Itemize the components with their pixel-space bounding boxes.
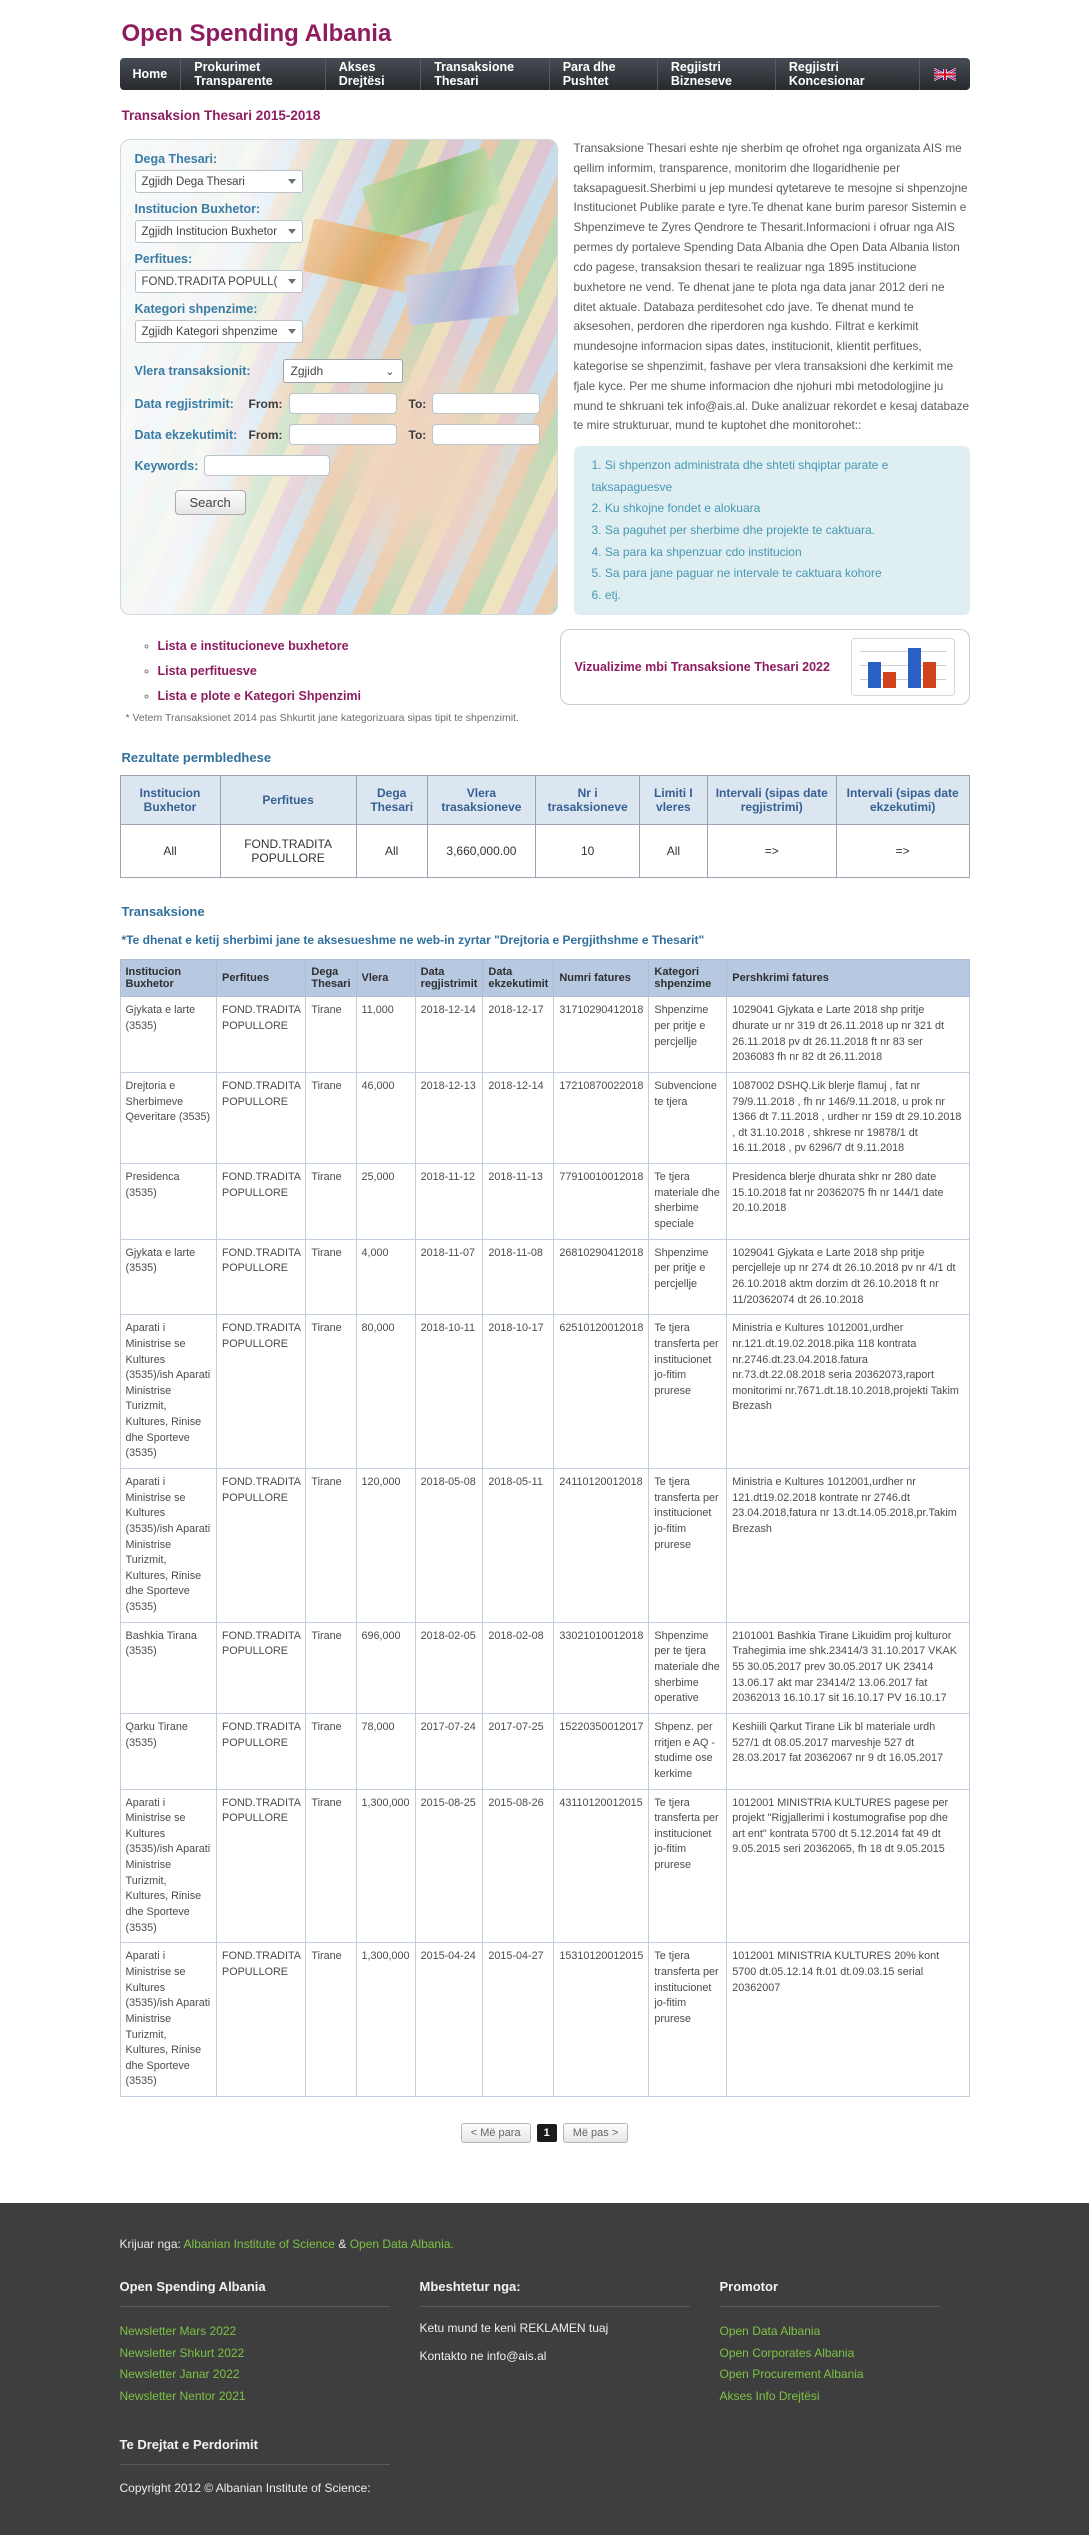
table-row [120,1072,969,1163]
cell-vlera: 4,000 [356,1239,415,1315]
summary-cell: 10 [536,825,640,878]
cell-vlera: 25,000 [356,1164,415,1240]
ais-link[interactable]: Albanian Institute of Science [183,2237,335,2252]
cell-vlera: 80,000 [356,1315,415,1469]
cell-pershkrimi: 1012001 MINISTRIA KULTURES 20% kont 5700 dt.05.12.14 ft.01 dt.09.03.15 serial 20362007 [727,1943,969,2097]
cell-data-regjistrimit: 2018-10-11 [415,1315,483,1469]
cell-institucion: Gjykata e larte (3535) [120,997,217,1073]
cell-numri-fatures: 33021010012018 [554,1622,649,1713]
cell-pershkrimi: Presidenca blerje dhurata shkr nr 280 date 15.10.2018 fat nr 20362075 fh nr 144/1 date 20.10.2018 [727,1164,969,1240]
cell-numri-fatures: 24110120012018 [554,1469,649,1623]
cell-data-ekzekutimit: 2018-11-13 [483,1164,554,1240]
summary-header-cell: Intervali (sipas date ekzekutimi) [836,776,969,825]
cell-dega: Tirane [306,1622,356,1713]
footer-col1-title: Open Spending Albania [120,2279,390,2307]
quick-link[interactable]: Lista e plote e Kategori Shpenzimi [157,689,362,704]
viz-link[interactable]: Vizualizime mbi Transaksione Thesari 2022 [574,660,830,675]
cell-numri-fatures: 15220350012017 [554,1713,649,1789]
cell-kategori: Shpenzime per pritje e percjellje [649,997,727,1073]
oda-link[interactable]: Open Data Albania. [349,2237,454,2252]
monitor-item: 2. Ku shkojne fondet e alokuara [592,498,956,520]
cell-data-regjistrimit: 2018-12-13 [415,1072,483,1163]
cell-institucion: Aparati i Ministrise se Kultures (3535)/ish Aparati Ministrise Turizmit, Kultures, Rinise dhe Sporteve (3535) [120,1469,217,1623]
footer-col-promotor [720,2279,970,2407]
summary-cell: => [707,825,836,878]
transactions-note: *Te dhenat e ketij sherbimi jane te aksesueshme ne web-in zyrtar "Drejtoria e Pergjithshme e Thesarit" [121,933,705,948]
summary-row [120,825,969,878]
cell-institucion: Gjykata e larte (3535) [120,1239,217,1315]
cell-dega: Tirane [306,1713,356,1789]
data-regjistrimit-to-input[interactable] [432,393,540,414]
transactions-header-cell: Numri fatures [554,960,649,997]
page-title: Transaksion Thesari 2015-2018 [121,108,321,123]
promotor-link[interactable]: Akses Info Drejtësi [719,2388,820,2403]
perfitues-label: Perfitues: [134,252,193,266]
cell-perfitues: FOND.TRADITA POPULLORE [217,1469,306,1623]
cell-perfitues: FOND.TRADITA POPULLORE [217,1713,306,1789]
summary-cell: All [120,825,220,878]
nav-item[interactable]: Transaksione Thesari [420,58,549,90]
perfitues-select[interactable]: FOND.TRADITA POPULL( [135,270,303,293]
footer-col-support [420,2279,720,2407]
transactions-title: Transaksione [121,904,205,920]
cell-data-ekzekutimit: 2015-04-27 [483,1943,554,2097]
table-row [120,1239,969,1315]
newsletter-link[interactable]: Newsletter Janar 2022 [119,2367,240,2382]
summary-table [120,775,970,878]
advert-text: Ketu mund te keni REKLAMEN tuaj [419,2321,609,2336]
data-ekzekutimit-to-input[interactable] [432,424,540,445]
current-page[interactable]: 1 [537,2124,557,2142]
pagination [120,2123,970,2143]
cell-institucion: Aparati i Ministrise se Kultures (3535)/ish Aparati Ministrise Turizmit, Kultures, Rinise dhe Sporteve (3535) [120,1943,217,2097]
dega-thesari-label: Dega Thesari: [134,152,218,166]
cell-perfitues: FOND.TRADITA POPULLORE [217,1072,306,1163]
cell-numri-fatures: 15310120012015 [554,1943,649,2097]
cell-kategori: Te tjera transferta per institucionet jo-fitim prurese [649,1789,727,1943]
footer-col-newsletters [120,2279,420,2407]
transactions-header-cell: Perfitues [217,960,306,997]
monitor-item: 3. Sa paguhet per sherbime dhe projekte te caktuara. [592,520,956,542]
nav-items [120,58,905,90]
cell-pershkrimi: Keshiili Qarkut Tirane Lik bl materiale urdh 527/1 dt 08.05.2017 marveshje 527 dt 28.03.2017 fat 20362067 nr 9 dt 16.05.2017 [727,1713,969,1789]
nav-item[interactable]: Regjistri Koncesionar [775,58,905,90]
cell-vlera: 78,000 [356,1713,415,1789]
cell-data-ekzekutimit: 2015-08-26 [483,1789,554,1943]
monitor-item: 5. Sa para jane paguar ne intervale te caktuara kohore [592,563,956,585]
nav-item[interactable]: Para dhe Pushtet [549,58,657,90]
cell-data-regjistrimit: 2018-11-07 [415,1239,483,1315]
data-ekzekutimit-from-input[interactable] [289,424,397,445]
transactions-header-cell: Data regjistrimit [415,960,483,997]
cell-data-ekzekutimit: 2018-10-17 [483,1315,554,1469]
cell-institucion: Aparati i Ministrise se Kultures (3535)/ish Aparati Ministrise Turizmit, Kultures, Rinise dhe Sporteve (3535) [120,1315,217,1469]
summary-cell: All [640,825,707,878]
transactions-header-cell: Data ekzekutimit [483,960,554,997]
cell-perfitues: FOND.TRADITA POPULLORE [217,1315,306,1469]
chevron-down-icon [288,329,296,334]
newsletter-link[interactable]: Newsletter Mars 2022 [119,2324,237,2339]
table-row [120,1943,969,2097]
cell-dega: Tirane [306,1239,356,1315]
copyright: Copyright 2012 © Albanian Institute of Science: [119,2481,371,2496]
cell-pershkrimi: 1029041 Gjykata e Larte 2018 shp pritje percjelleje up nr 274 dt 26.10.2018 pv nr 4/1 dt 26.10.2018 aktm dorzim dt 26.10.2018 ft nr 11/20362074 dt 26.10.2018 [727,1239,969,1315]
chevron-down-icon: ⌄ [385,365,395,378]
transactions-header-cell: Kategori shpenzime [649,960,727,997]
summary-cell: All [356,825,427,878]
intro-paragraph: Transaksione Thesari eshte nje sherbim qe ofrohet nga organizata AIS me qellim informim, transparence, monitorim dhe llogaridhenie per taksapaguesit.Sherbimi u jep mundesi qytetareve te mesojne si shpenzojne Institucionet Publike parate e tyre.Te dhenat kane burim paresor Sistemin e Shpenzimeve te Zyres Qendrore te Thesarit.Informacioni i ofruar nga AIS permes dy portaleve Spending Data Albania dhe Open Data Albania liston cdo pagese, transaksion thesari te realizuar nga 1895 institucione buxhetore ne vend. Te dhenat jane te plota nga data janar 2012 deri ne ditet aktuale. Databaza perditesohet cdo jave. Te dhenat mund te aksesohen, perdoren dhe riperdoren nga kushdo. Filtrat e kerkimit mundesojne informacion sipas dates, institucionit, klientit perfitues, kategorise se shpenzimit, fashave per vlera transaksioni dhe kerkimit me fjale kyce. Per me shume informacion dhe njohuri mbi metodologjine ju mund te shkruani tek info@ais.al. Duke analizuar rekordet e kesaj databaze te mire strukturuar, mund te kuptohet dhe monitorohet:: [573,141,970,433]
summary-header-cell: Perfitues [220,776,356,825]
cell-pershkrimi: Ministria e Kultures 1012001,urdher nr 121.dt19.02.2018 kontrate nr 2746.dt 23.04.2018,fatura nr 13.dt.14.05.2018,pr.Takim Brezash [727,1469,969,1623]
newsletter-link[interactable]: Newsletter Shkurt 2022 [119,2345,245,2360]
page-container [120,0,970,2143]
cell-dega: Tirane [306,1164,356,1240]
cell-institucion: Qarku Tirane (3535) [120,1713,217,1789]
summary-header-cell: Vlera trasaksioneve [427,776,535,825]
uk-flag-icon [934,68,956,81]
monitor-item: 4. Sa para ka shpenzuar cdo institucion [592,542,956,564]
cell-numri-fatures: 31710290412018 [554,997,649,1073]
cell-data-ekzekutimit: 2018-02-08 [483,1622,554,1713]
from-label: From: [248,396,283,411]
transactions-header-cell: Pershkrimi fatures [727,960,969,997]
links-section [120,629,970,724]
summary-header-cell: Dega Thesari [356,776,427,825]
table-row [120,1164,969,1240]
transactions-header-cell: Vlera [356,960,415,997]
viz-box [560,629,970,705]
footer-col2-title: Mbeshtetur nga: [420,2279,690,2307]
institucion-select[interactable]: Zgjidh Institucion Buxhetor [135,220,303,243]
cell-dega: Tirane [306,1943,356,2097]
cell-kategori: Te tjera transferta per institucionet jo-fitim prurese [649,1315,727,1469]
summary-header-cell: Limiti I vleres [640,776,707,825]
summary-cell: FOND.TRADITA POPULLORE [220,825,356,878]
cell-vlera: 11,000 [356,997,415,1073]
prev-page-button[interactable]: < Më para [461,2123,531,2143]
summary-header-cell: Nr i trasaksioneve [536,776,640,825]
quick-links [120,629,544,724]
cell-perfitues: FOND.TRADITA POPULLORE [217,997,306,1073]
cell-numri-fatures: 77910010012018 [554,1164,649,1240]
cell-dega: Tirane [306,1072,356,1163]
transactions-table [120,959,970,2097]
intro-column [574,139,970,615]
nav-item[interactable]: Prokurimet Transparente [180,58,325,90]
list-item [158,687,544,705]
cell-numri-fatures: 26810290412018 [554,1239,649,1315]
cell-data-regjistrimit: 2015-04-24 [415,1943,483,2097]
cell-data-regjistrimit: 2017-07-24 [415,1713,483,1789]
cell-kategori: Shpenzime per pritje e percjellje [649,1239,727,1315]
table-row [120,1469,969,1623]
keywords-input[interactable] [204,455,330,476]
bar-chart-icon [851,638,955,696]
data-ekzekutimit-label: Data ekzekutimit: [134,427,238,442]
cell-kategori: Shpenzime per te tjera materiale dhe sherbime operative [649,1622,727,1713]
cell-institucion: Presidenca (3535) [120,1164,217,1240]
newsletter-link[interactable]: Newsletter Nentor 2021 [119,2388,246,2403]
vlera-label: Vlera transaksionit: [134,364,251,378]
promotor-link[interactable]: Open Corporates Albania [719,2345,855,2360]
monitor-item: 1. Si shpenzon administrata dhe shteti shqiptar parate e taksapaguesve [592,455,956,498]
cell-data-regjistrimit: 2018-12-14 [415,997,483,1073]
kategori-select[interactable]: Zgjidh Kategori shpenzime [135,320,303,343]
kategori-label: Kategori shpenzime: [134,302,258,316]
table-row [120,1789,969,1943]
language-switch[interactable] [919,58,970,90]
cell-pershkrimi: 1087002 DSHQ.Lik blerje flamuj , fat nr 79/9.11.2018 , fh nr 146/9.11.2018, u prok nr 1366 dt 7.11.2018 , urdher nr 159 dt 29.10.2018 , dt 31.10.2018 , shkrese nr 19878/1 dt 16.11.2018 , pv 6296/7 dt 9.11.2018 [727,1072,969,1163]
table-row [120,1315,969,1469]
cell-vlera: 120,000 [356,1469,415,1623]
cell-kategori: Shpenz. per rritjen e AQ - studime ose kerkime [649,1713,727,1789]
cell-data-ekzekutimit: 2018-12-14 [483,1072,554,1163]
summary-header-cell: Institucion Buxhetor [120,776,220,825]
main-nav [120,58,970,90]
cell-kategori: Subvencione te tjera [649,1072,727,1163]
cell-vlera: 1,300,000 [356,1943,415,2097]
dega-thesari-select[interactable]: Zgjidh Dega Thesari [135,170,303,193]
chevron-down-icon [288,179,296,184]
promotor-link[interactable]: Open Procurement Albania [719,2367,864,2382]
table-row [120,1622,969,1713]
summary-header-cell: Intervali (sipas date regjistrimi) [707,776,836,825]
cell-perfitues: FOND.TRADITA POPULLORE [217,1239,306,1315]
nav-item[interactable]: Regjistri Bizneseve [657,58,775,90]
nav-item[interactable]: Akses Drejtësi [325,58,420,90]
cell-pershkrimi: 2101001 Bashkia Tirane Likuidim proj kulturor Trahegimia ime shk.23414/3 31.10.2017 VKAK 55 30.05.2017 prev 30.05.2017 UK 23414 13.06.17 akt mar 23414/2 13.06.2017 fat 20362013 16.10.17 sit 16.10.17 PV 16.10.17 [727,1622,969,1713]
keywords-label: Keywords: [134,458,199,473]
cell-numri-fatures: 17210870022018 [554,1072,649,1163]
cell-data-regjistrimit: 2018-11-12 [415,1164,483,1240]
cell-data-regjistrimit: 2015-08-25 [415,1789,483,1943]
cell-kategori: Te tjera transferta per institucionet jo-fitim prurese [649,1943,727,2097]
cell-kategori: Te tjera transferta per institucionet jo-fitim prurese [649,1469,727,1623]
links-footnote: * Vetem Transaksionet 2014 pas Shkurtit jane kategorizuara sipas tipit te shpenzimit. [125,712,519,725]
chevron-down-icon [288,279,296,284]
cell-dega: Tirane [306,1469,356,1623]
vlera-select[interactable]: Zgjidh ⌄ [283,359,403,383]
summary-cell: => [836,825,969,878]
transactions-header-cell: Dega Thesari [306,960,356,997]
data-regjistrimit-label: Data regjistrimit: [134,396,234,411]
cell-dega: Tirane [306,1789,356,1943]
to-label: To: [408,427,427,442]
top-section [120,139,970,615]
cell-data-ekzekutimit: 2018-12-17 [483,997,554,1073]
chevron-down-icon [288,229,296,234]
quick-link[interactable]: Lista e institucioneve buxhetore [157,639,349,654]
footer-rights [120,2437,420,2465]
list-item [158,662,544,680]
contact-text: Kontakto ne info@ais.al [419,2349,547,2364]
cell-vlera: 46,000 [356,1072,415,1163]
monitor-item: 6. etj. [592,585,956,607]
monitor-list [588,455,956,606]
cell-numri-fatures: 43110120012015 [554,1789,649,1943]
cell-data-regjistrimit: 2018-02-05 [415,1622,483,1713]
table-row [120,1713,969,1789]
cell-data-ekzekutimit: 2018-05-11 [483,1469,554,1623]
monitor-list-box [574,446,970,615]
summary-title: Rezultate permbledhese [121,750,272,766]
site-title: Open Spending Albania [121,20,392,47]
filter-panel [120,139,558,615]
promotor-link[interactable]: Open Data Albania [719,2324,821,2339]
cell-data-regjistrimit: 2018-05-08 [415,1469,483,1623]
from-label: From: [248,427,283,442]
cell-vlera: 696,000 [356,1622,415,1713]
cell-institucion: Bashkia Tirana (3535) [120,1622,217,1713]
to-label: To: [408,396,427,411]
list-item [158,637,544,655]
summary-cell: 3,660,000.00 [427,825,535,878]
cell-institucion: Aparati i Ministrise se Kultures (3535)/ish Aparati Ministrise Turizmit, Kultures, Rinise dhe Sporteve (3535) [120,1789,217,1943]
transactions-header-cell: Institucion Buxhetor [120,960,217,997]
rights-title: Te Drejtat e Perdorimit [120,2437,390,2465]
cell-perfitues: FOND.TRADITA POPULLORE [217,1943,306,2097]
quick-link[interactable]: Lista perfituesve [157,664,257,679]
cell-institucion: Drejtoria e Sherbimeve Qeveritare (3535) [120,1072,217,1163]
data-regjistrimit-from-input[interactable] [289,393,397,414]
cell-pershkrimi: 1029041 Gjykata e Larte 2018 shp pritje dhurate ur nr 319 dt 26.11.2018 up nr 321 dt 26.11.2018 pv dt 26.11.2018 ft nr 83 ser 2036083 fh nr 82 dt 26.11.2018 [727,997,969,1073]
cell-perfitues: FOND.TRADITA POPULLORE [217,1622,306,1713]
cell-pershkrimi: Ministria e Kultures 1012001,urdher nr.121.dt.19.02.2018.pika 118 kontrata nr.2746.dt.23.04.2018.fatura nr.73.dt.22.08.2018 seria 20362073,raport monitorimi nr.7671.dt.18.10.2018,projekti Takim Brezash [727,1315,969,1469]
table-row [120,997,969,1073]
cell-kategori: Te tjera materiale dhe sherbime speciale [649,1164,727,1240]
cell-pershkrimi: 1012001 MINISTRIA KULTURES pagese per projekt "Rigjallerimi i kostumografise pop dhe art ent" kontrata 5700 dt 5.12.2014 fat 49 dt 9.05.2015 seri 20362065, fh 18 dt 9.05.2015 [727,1789,969,1943]
footer-col3-title: Promotor [720,2279,940,2307]
cell-data-ekzekutimit: 2017-07-25 [483,1713,554,1789]
footer-credit: Krijuar nga: Albanian Institute of Science & Open Data Albania. [119,2237,454,2252]
nav-item[interactable]: Home [132,67,168,81]
cell-numri-fatures: 62510120012018 [554,1315,649,1469]
search-button[interactable]: Search [175,490,246,515]
cell-perfitues: FOND.TRADITA POPULLORE [217,1789,306,1943]
cell-dega: Tirane [306,1315,356,1469]
institucion-label: Institucion Buxhetor: [134,202,261,216]
cell-vlera: 1,300,000 [356,1789,415,1943]
cell-dega: Tirane [306,997,356,1073]
cell-perfitues: FOND.TRADITA POPULLORE [217,1164,306,1240]
cell-data-ekzekutimit: 2018-11-08 [483,1239,554,1315]
next-page-button[interactable]: Më pas > [563,2123,629,2143]
footer [0,2203,1089,2535]
